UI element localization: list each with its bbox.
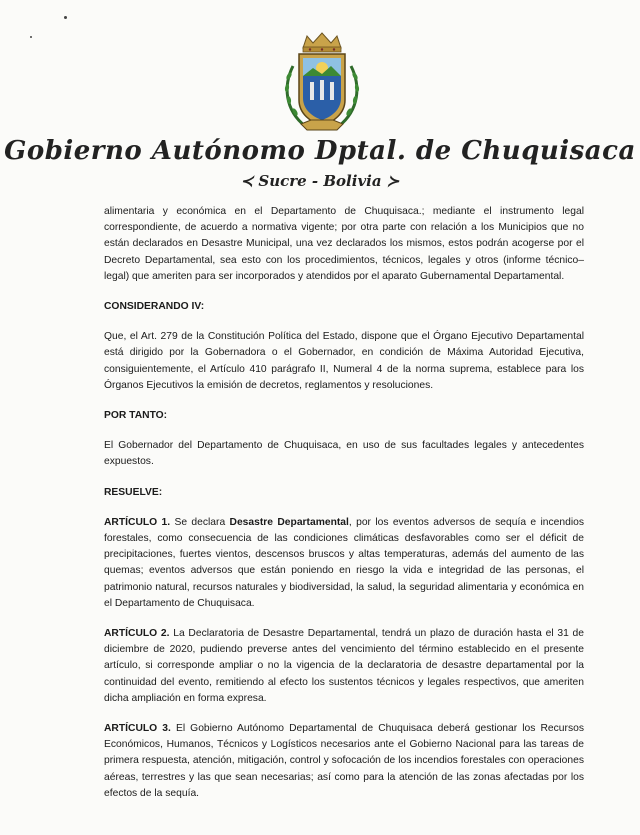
header-title: Gobierno Autónomo Dptal. de Chuquisaca (4, 136, 636, 166)
article-1 (104, 515, 584, 612)
paragraph-considerando: Que, el Art. 279 de la Constitución Política del Estado, dispone que el Órgano Ejecutivo Departamental está dirigido por la Gobernadora o el Gobernador, en condición de Máxima Autoridad Ejecutiva, consiguientemente, el Artículo 410 parágrafo II, Numeral 4 de la norma suprema, establece para los Órganos Ejecutivos la emisión de decretos, reglamentos y resoluciones. (104, 331, 584, 391)
paragraph-por-tanto: El Gobernador del Departamento de Chuquisaca, en uso de sus facultades legales y antecedentes expuestos. (104, 440, 584, 468)
article-1-label: ARTÍCULO 1. (104, 516, 171, 528)
article-3-label: ARTÍCULO 3. (104, 723, 171, 735)
article-2-label: ARTÍCULO 2. (104, 628, 170, 640)
heading-resuelve: RESUELVE: (104, 486, 163, 498)
article-3 (104, 721, 584, 802)
heading-por-tanto: POR TANTO: (104, 410, 168, 422)
article-1-text: , por los eventos adversos de sequía e incendios forestales, como consecuencia de las condiciones climáticas desfavorables como ser el déficit de precipitaciones, fuertes vientos, descensos bruscos y altas temperaturas, además del aumento de las quemas; eventos adversos que están poniendo en riesgo la vida e integridad de las personas, el patrimonio natural, recursos naturales y biodiversidad, la salud, la seguridad alimentaria y económica en el Departamento de Chuquisaca. (104, 516, 584, 609)
heading-considerando: CONSIDERANDO IV: (104, 301, 205, 313)
paragraph-continuation: alimentaria y económica en el Departamento de Chuquisaca.; mediante el instrumento legal correspondiente, de acuerdo a normativa vigente; por otra parte con relación a los Municipios que no están declarados en Desastre Municipal, una vez declarados los mismos, estos podrán acogerse por el Decreto Departamental, sea esto con los procedimientos, técnicos, legales y otros (informe técnico–legal) que ameriten para ser incorporados y atendidos por el aparato Gubernamental Departamental. (104, 206, 584, 282)
scan-speck (64, 16, 67, 19)
scan-speck (30, 36, 32, 38)
header-subtitle: ≺ Sucre - Bolivia ≻ (240, 172, 400, 190)
article-1-intro: Se declara (170, 516, 230, 528)
article-1-emphasis: Desastre Departamental (229, 516, 349, 528)
article-2 (104, 626, 584, 707)
article-3-text: El Gobierno Autónomo Departamental de Chuquisaca deberá gestionar los Recursos Económicos, Humanos, Técnicos y Logísticos necesarios ante el Gobierno Nacional para las tareas de primera respuesta, atención, mitigación, control y sofocación de los incendios forestales con operaciones aéreas, terrestres y las que sean necesarias; así como para la atención de las zonas afectadas por los efectos de la sequía. (104, 723, 584, 799)
document-body (104, 204, 584, 816)
coat-of-arms-icon (277, 30, 367, 138)
article-2-text: La Declaratoria de Desastre Departamental, tendrá un plazo de duración hasta el 31 de diciembre de 2020, pudiendo preverse antes del vencimiento del término establecido en el presente artículo, si corresponde ampliar o no la vigencia de la declaratoria de desastre departamental por la continuidad del evento, remitiendo al efecto los sustentos técnicos y legales respectivos, que ameriten dicha ampliación en forma expresa. (104, 628, 584, 704)
